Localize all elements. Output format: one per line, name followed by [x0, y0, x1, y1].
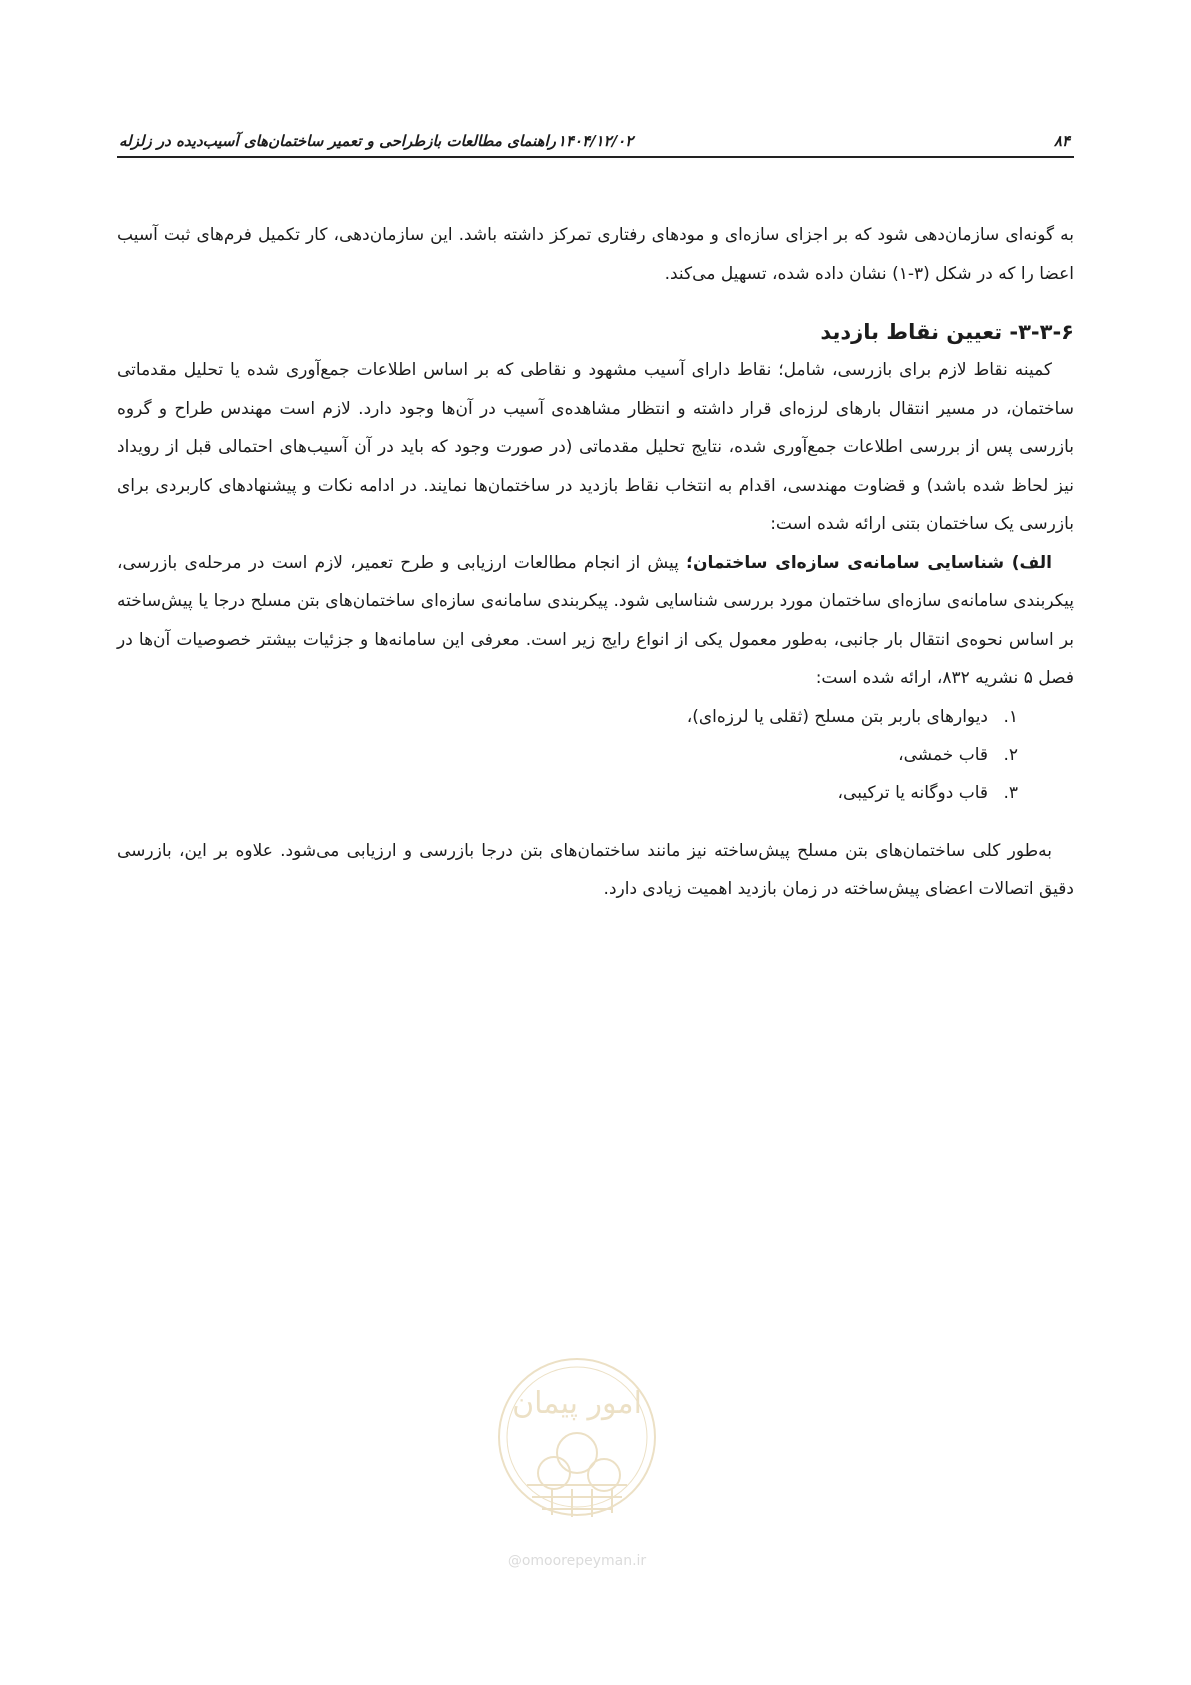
page-header [117, 128, 1074, 158]
list-item-number: ۳. [1003, 782, 1018, 803]
paragraph-lead-rest: پیش از انجام مطالعات ارزیابی و طرح تعمیر، لازم است در مرحله‌ی بازرسی، پیکربندی سامانه‌ی سازه‌ای ساختمان مورد بررسی شناسایی شود. پیکربندی سامانه‌ی سازه‌ای ساختمان‌های بتن مسلح درجا یا پیش‌ساخته بر اساس نحوه‌ی انتقال بار جانبی، به‌طور معمول یکی از انواع رایج زیر است. معرفی این سامانه‌ها و جزئیات بیشتر خصوصیات آن‌ها در فصل ۵ نشریه ۸۳۲، ارائه شده است: [117, 552, 1074, 688]
structural-systems-list [117, 698, 1074, 812]
list-item [117, 736, 1074, 774]
page-number: ۸۴ [1053, 132, 1070, 150]
list-item [117, 698, 1074, 736]
list-item [117, 774, 1074, 812]
paragraph-lead-bold: الف) شناسایی سامانه‌ی سازه‌ای ساختمان؛ [686, 552, 1053, 573]
page-body [117, 216, 1074, 909]
paragraph-inspection-points: کمینه نقاط لازم برای بازرسی، شامل؛ نقاط دارای آسیب مشهود و نقاطی که بر اساس اطلاعات جمع‌آوری شده یا تحلیل مقدماتی ساختمان، در مسیر انتقال بارهای لرزه‌ای قرار داشته و انتظار مشاهده‌ی آسیب در آن‌ها وجود دارد. لازم است مهندس طراح و گروه بازرسی پس از بررسی اطلاعات جمع‌آوری شده، نتایج تحلیل مقدماتی (در صورت وجود که باید در آن آسیب‌های احتمالی قبل از رویداد نیز لحاظ شده باشد) و قضاوت مهندسی، اقدام به انتخاب نقاط بازدید در ساختمان‌ها نمایند. در ادامه نکات و پیشنهادهای کاربردی برای بازرسی یک ساختمان بتنی ارائه شده است: [117, 360, 1074, 534]
watermark-url: @omoorepeyman.ir [507, 1553, 647, 1569]
list-item-text: قاب دوگانه یا ترکیبی، [837, 782, 988, 803]
paragraph-structural-system [117, 544, 1074, 698]
intro-paragraph: به گونه‌ای سازمان‌دهی شود که بر اجزای سازه‌ای و مودهای رفتاری تمرکز داشته باشد. این سازمان‌دهی، کار تکمیل فرم‌های ثبت آسیب اعضا را که در شکل (۳-۱) نشان داده شده، تسهیل می‌کند. [117, 225, 1074, 284]
paragraph-precast: به‌طور کلی ساختمان‌های بتن مسلح پیش‌ساخته نیز مانند ساختمان‌های بتن درجا بازرسی و ارزیابی می‌شود. علاوه بر این، بازرسی دقیق اتصالات اعضای پیش‌ساخته در زمان بازدید اهمیت زیادی دارد. [117, 840, 1074, 899]
header-date: ۱۴۰۴/۱۲/۰۲ [557, 132, 634, 150]
header-title: راهنمای مطالعات بازطراحی و تعمیر ساختمان‌های آسیب‌دیده در زلزله [119, 132, 556, 150]
list-item-text: قاب خمشی، [898, 744, 988, 765]
list-item-number: ۲. [1003, 744, 1018, 765]
watermark-logo-icon [492, 1325, 662, 1550]
list-item-number: ۱. [1003, 706, 1018, 727]
section-heading: ۳-۳-۶- تعیین نقاط بازدید [820, 320, 1074, 344]
svg-text:امور پیمان: امور پیمان [512, 1386, 642, 1421]
list-item-text: دیوارهای باربر بتن مسلح (ثقلی یا لرزه‌ای)، [686, 706, 988, 727]
watermark [492, 1325, 662, 1585]
